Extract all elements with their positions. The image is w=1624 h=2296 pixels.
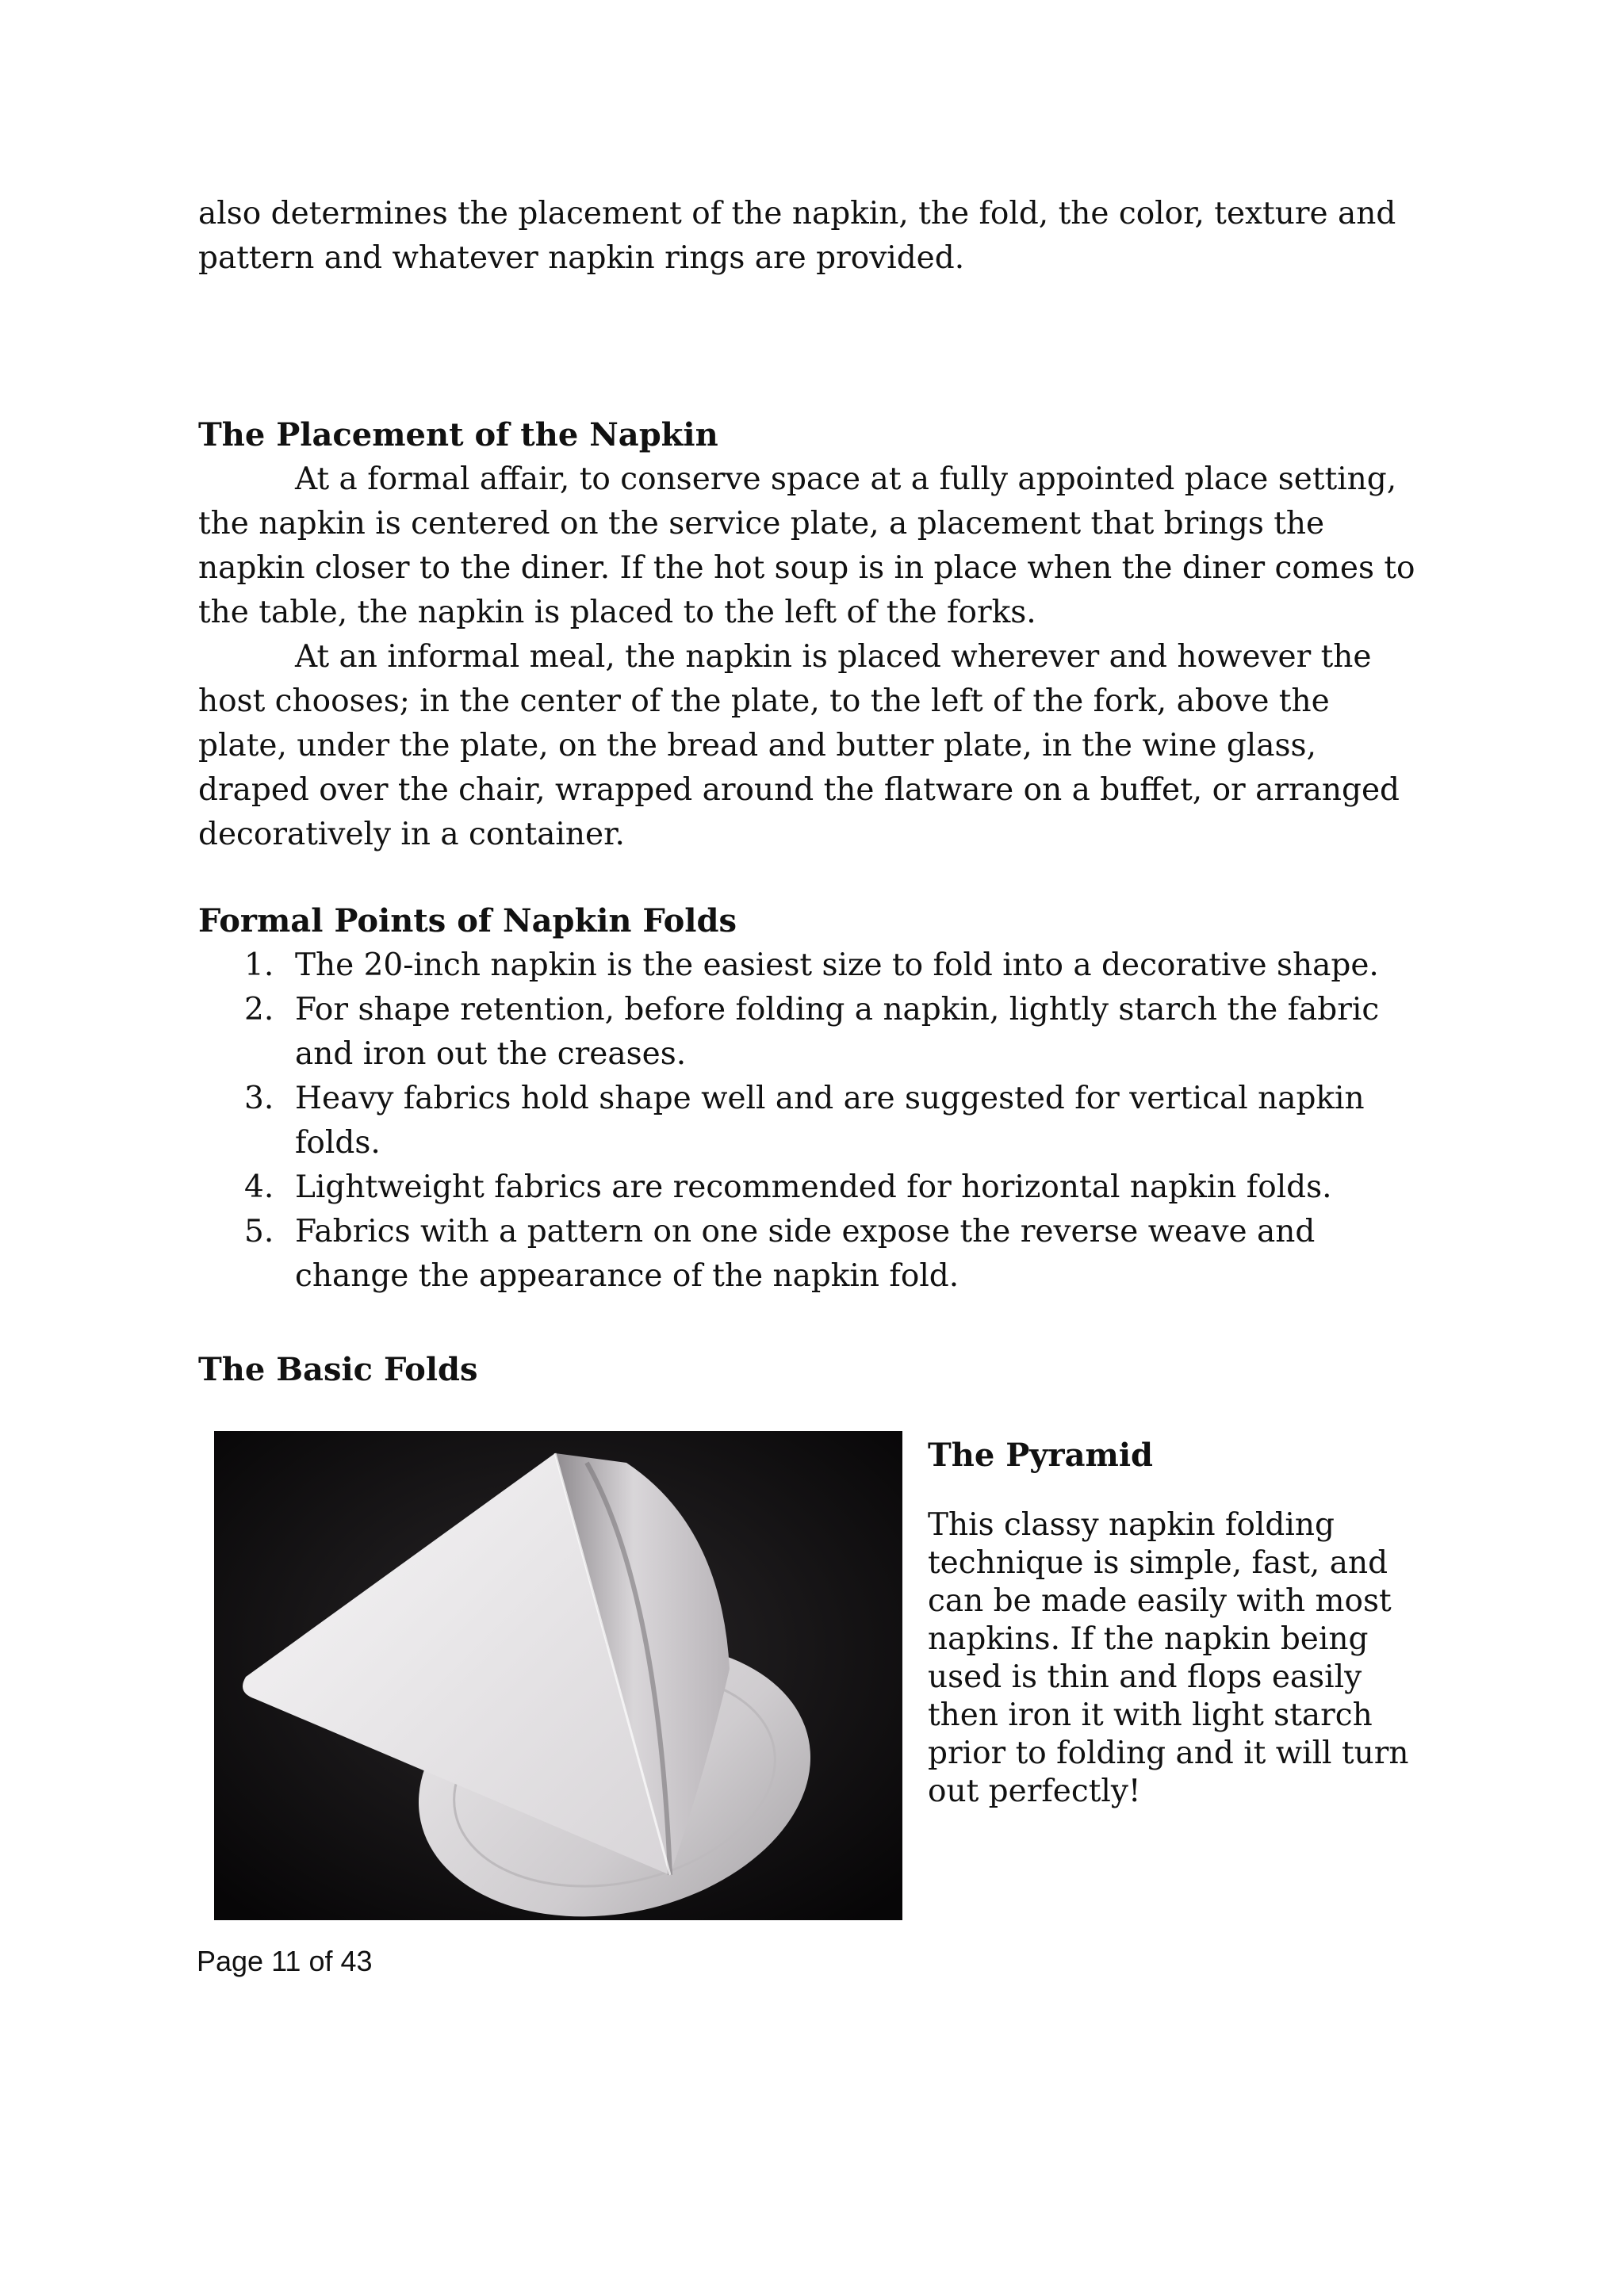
placement-body [198, 457, 1427, 857]
basic-folds-heading: The Basic Folds [198, 1351, 478, 1388]
list-item-number: 5. [244, 1214, 274, 1249]
list-item [198, 1210, 1435, 1299]
list-item [198, 943, 1435, 988]
formal-points-heading: Formal Points of Napkin Folds [198, 902, 737, 939]
list-item [198, 1077, 1435, 1165]
list-item-number: 4. [244, 1169, 274, 1205]
list-item-text: Lightweight fabrics are recommended for horizontal napkin folds. [295, 1169, 1332, 1205]
pyramid-napkin-illustration [214, 1431, 902, 1920]
list-item-number: 2. [244, 992, 274, 1027]
placement-heading: The Placement of the Napkin [198, 416, 718, 453]
pyramid-title: The Pyramid [928, 1437, 1154, 1474]
list-item [198, 1165, 1435, 1210]
pyramid-description: This classy napkin folding technique is simple, fast, and can be made easily with most napkins. If the napkin being used is thin and flops easily then iron it with light starch prior to folding and it will turn out perfectly! [928, 1507, 1409, 1809]
placement-paragraph-informal: At an informal meal, the napkin is placed wherever and however the host chooses; in the center of the plate, to the left of the fork, above the plate, under the plate, on the bread and butter plate, in the wine glass, draped over the chair, wrapped around the flatware on a buffet, or arranged decoratively in a container. [198, 639, 1400, 852]
formal-points-list [198, 943, 1435, 1299]
list-item-text: For shape retention, before folding a napkin, lightly starch the fabric and iron out the creases. [295, 992, 1380, 1072]
list-item-text: Heavy fabrics hold shape well and are suggested for vertical napkin folds. [295, 1081, 1365, 1161]
list-item-text: Fabrics with a pattern on one side expose the reverse weave and change the appearance of the napkin fold. [295, 1214, 1316, 1294]
placement-paragraph-formal: At a formal affair, to conserve space at a fully appointed place setting, the napkin is centered on the service plate, a placement that brings the napkin closer to the diner. If the hot soup is in place when the diner comes to the table, the napkin is placed to the left of the forks. [198, 461, 1415, 630]
intro-paragraph: also determines the placement of the napkin, the fold, the color, texture and pattern and whatever napkin rings are provided. [198, 196, 1396, 276]
list-item [198, 988, 1435, 1077]
pyramid-napkin-photo [214, 1431, 902, 1920]
list-item-number: 1. [244, 947, 274, 983]
list-item-text: The 20-inch napkin is the easiest size to fold into a decorative shape. [295, 947, 1379, 983]
page-number: Page 11 of 43 [197, 1945, 373, 1977]
list-item-number: 3. [244, 1081, 274, 1116]
